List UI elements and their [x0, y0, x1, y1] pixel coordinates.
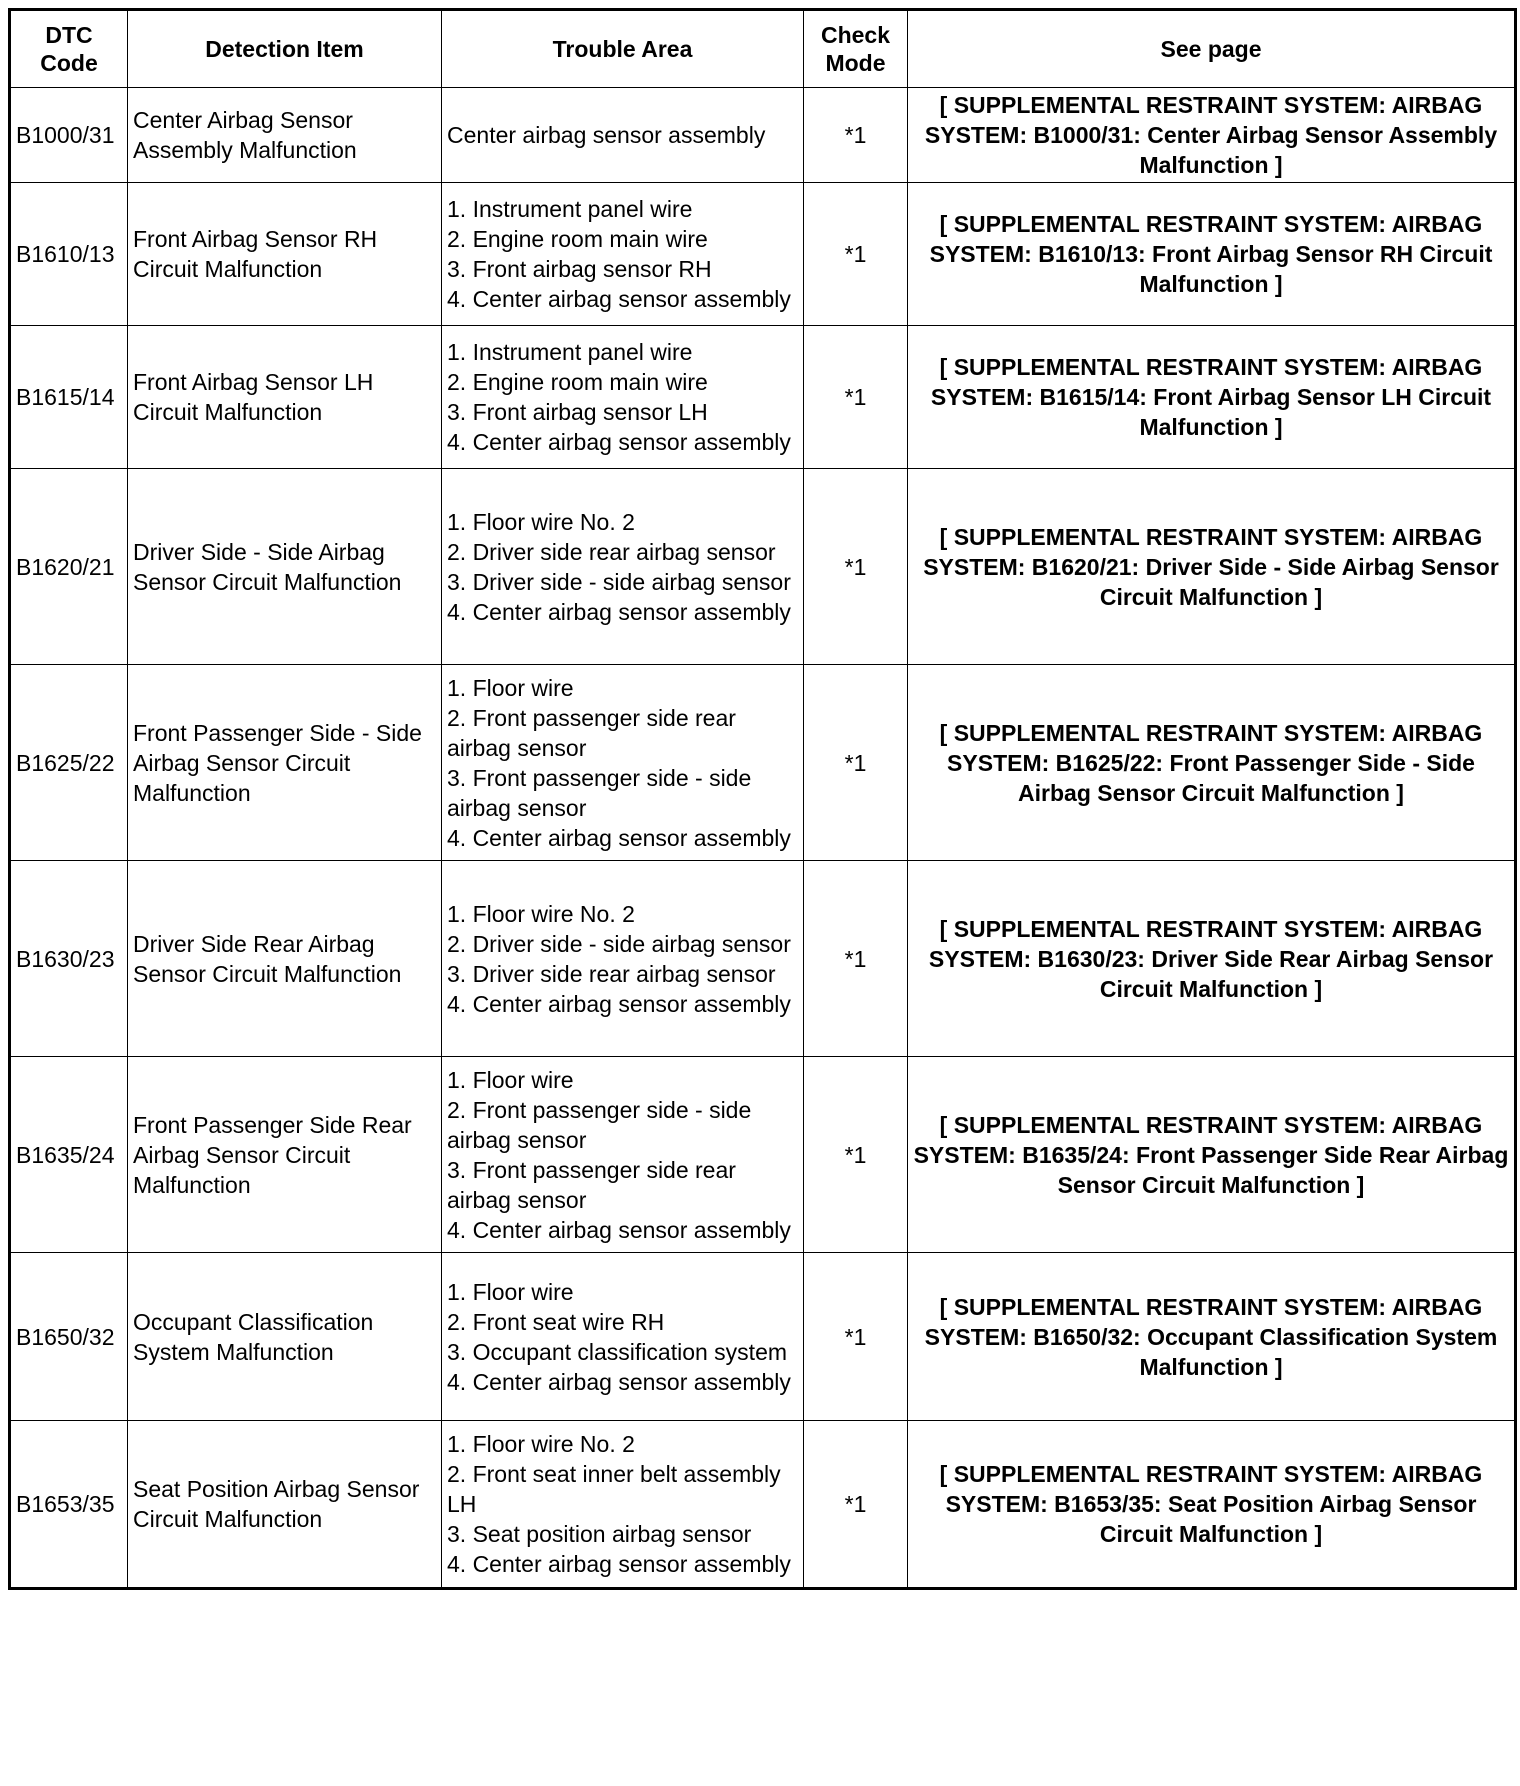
- see-page-link[interactable]: [ SUPPLEMENTAL RESTRAINT SYSTEM: AIRBAG SYSTEM: B1635/24: Front Passenger Side Rear Airbag Sensor Circuit Malfunction ]: [913, 1111, 1509, 1198]
- trouble-area-item: 3. Front passenger side - side airbag sensor: [447, 764, 752, 821]
- trouble-area-item: 4. Center airbag sensor assembly: [447, 1368, 791, 1395]
- table-body: [10, 88, 1516, 1589]
- see-page-link[interactable]: [ SUPPLEMENTAL RESTRAINT SYSTEM: AIRBAG SYSTEM: B1650/32: Occupant Classification System Malfunction ]: [924, 1293, 1498, 1380]
- see-page-cell: [908, 183, 1516, 326]
- see-page-link[interactable]: [ SUPPLEMENTAL RESTRAINT SYSTEM: AIRBAG SYSTEM: B1620/21: Driver Side - Side Airbag Sensor Circuit Malfunction ]: [923, 523, 1499, 610]
- table-row: [10, 183, 1516, 326]
- header-dtc-code: DTC Code: [10, 10, 128, 88]
- see-page-cell: [908, 665, 1516, 861]
- dtc-code-cell: B1630/23: [10, 861, 128, 1057]
- trouble-area-item: 1. Floor wire No. 2: [447, 1431, 635, 1457]
- table-row: [10, 1253, 1516, 1421]
- check-mode-cell: *1: [804, 88, 908, 183]
- trouble-area-item: 4. Center airbag sensor assembly: [447, 1216, 791, 1243]
- dtc-code-cell: B1615/14: [10, 326, 128, 469]
- check-mode-cell: *1: [804, 469, 908, 665]
- trouble-area-item: 4. Center airbag sensor assembly: [447, 429, 791, 455]
- trouble-area-item: 3. Driver side - side airbag sensor: [447, 568, 791, 595]
- trouble-area-item: 2. Front passenger side - side airbag sensor: [447, 1096, 752, 1153]
- trouble-area-item: 1. Instrument panel wire: [447, 196, 693, 222]
- trouble-area-item: 1. Floor wire No. 2: [447, 508, 635, 535]
- trouble-area-item: 3. Seat position airbag sensor: [447, 1521, 752, 1547]
- trouble-area-cell: [442, 665, 804, 861]
- see-page-link[interactable]: [ SUPPLEMENTAL RESTRAINT SYSTEM: AIRBAG SYSTEM: B1000/31: Center Airbag Sensor Assembly Malfunction ]: [924, 92, 1498, 178]
- trouble-area-item: 1. Floor wire: [447, 1066, 574, 1093]
- detection-item-cell: Seat Position Airbag Sensor Circuit Malfunction: [128, 1421, 442, 1589]
- detection-item-cell: Front Airbag Sensor LH Circuit Malfunction: [128, 326, 442, 469]
- trouble-area-cell: [442, 1421, 804, 1589]
- trouble-area-item: 4. Center airbag sensor assembly: [447, 286, 791, 312]
- check-mode-cell: *1: [804, 183, 908, 326]
- table-row: [10, 665, 1516, 861]
- trouble-area-item: 1. Floor wire No. 2: [447, 900, 635, 927]
- dtc-code-cell: B1625/22: [10, 665, 128, 861]
- dtc-code-cell: B1610/13: [10, 183, 128, 326]
- trouble-area-item: 3. Driver side rear airbag sensor: [447, 960, 776, 987]
- dtc-code-cell: B1653/35: [10, 1421, 128, 1589]
- check-mode-cell: *1: [804, 1253, 908, 1421]
- table-row: [10, 861, 1516, 1057]
- dtc-code-cell: B1000/31: [10, 88, 128, 183]
- trouble-area-cell: [442, 326, 804, 469]
- header-trouble-area: Trouble Area: [442, 10, 804, 88]
- trouble-area-item: 3. Front passenger side rear airbag sensor: [447, 1156, 736, 1213]
- trouble-area-item: 1. Floor wire: [447, 1278, 574, 1305]
- table-row: [10, 326, 1516, 469]
- trouble-area-item: Center airbag sensor assembly: [447, 122, 766, 148]
- header-detection-item: Detection Item: [128, 10, 442, 88]
- detection-item-cell: Front Airbag Sensor RH Circuit Malfunction: [128, 183, 442, 326]
- trouble-area-item: 4. Center airbag sensor assembly: [447, 1551, 791, 1577]
- dtc-code-cell: B1650/32: [10, 1253, 128, 1421]
- check-mode-cell: *1: [804, 1057, 908, 1253]
- table-row: [10, 1421, 1516, 1589]
- see-page-cell: [908, 1057, 1516, 1253]
- trouble-area-cell: [442, 1057, 804, 1253]
- trouble-area-item: 4. Center airbag sensor assembly: [447, 598, 791, 625]
- trouble-area-item: 3. Front airbag sensor LH: [447, 399, 708, 425]
- trouble-area-item: 4. Center airbag sensor assembly: [447, 824, 791, 851]
- trouble-area-cell: [442, 183, 804, 326]
- trouble-area-item: 2. Front passenger side rear airbag sensor: [447, 704, 736, 761]
- detection-item-cell: Driver Side - Side Airbag Sensor Circuit Malfunction: [128, 469, 442, 665]
- trouble-area-item: 1. Instrument panel wire: [447, 339, 693, 365]
- trouble-area-item: 3. Occupant classification system: [447, 1338, 788, 1365]
- trouble-area-item: 2. Driver side rear airbag sensor: [447, 538, 776, 565]
- see-page-link[interactable]: [ SUPPLEMENTAL RESTRAINT SYSTEM: AIRBAG SYSTEM: B1615/14: Front Airbag Sensor LH Circuit Malfunction ]: [930, 354, 1492, 440]
- header-see-page: See page: [908, 10, 1516, 88]
- trouble-area-cell: [442, 88, 804, 183]
- check-mode-cell: *1: [804, 665, 908, 861]
- see-page-cell: [908, 1253, 1516, 1421]
- trouble-area-item: 2. Driver side - side airbag sensor: [447, 930, 791, 957]
- trouble-area-cell: [442, 1253, 804, 1421]
- check-mode-cell: *1: [804, 1421, 908, 1589]
- check-mode-cell: *1: [804, 861, 908, 1057]
- see-page-link[interactable]: [ SUPPLEMENTAL RESTRAINT SYSTEM: AIRBAG SYSTEM: B1630/23: Driver Side Rear Airbag Sensor Circuit Malfunction ]: [928, 915, 1494, 1002]
- dtc-code-cell: B1635/24: [10, 1057, 128, 1253]
- trouble-area-cell: [442, 861, 804, 1057]
- trouble-area-item: 2. Engine room main wire: [447, 369, 708, 395]
- check-mode-cell: *1: [804, 326, 908, 469]
- see-page-cell: [908, 469, 1516, 665]
- detection-item-cell: Occupant Classification System Malfunction: [128, 1253, 442, 1421]
- see-page-link[interactable]: [ SUPPLEMENTAL RESTRAINT SYSTEM: AIRBAG SYSTEM: B1625/22: Front Passenger Side - Side Airbag Sensor Circuit Malfunction ]: [939, 719, 1483, 806]
- header-check-mode: Check Mode: [804, 10, 908, 88]
- see-page-cell: [908, 1421, 1516, 1589]
- dtc-code-cell: B1620/21: [10, 469, 128, 665]
- detection-item-cell: Driver Side Rear Airbag Sensor Circuit Malfunction: [128, 861, 442, 1057]
- see-page-cell: [908, 861, 1516, 1057]
- see-page-link[interactable]: [ SUPPLEMENTAL RESTRAINT SYSTEM: AIRBAG SYSTEM: B1653/35: Seat Position Airbag Sensor Circuit Malfunction ]: [939, 1461, 1483, 1547]
- detection-item-cell: Front Passenger Side Rear Airbag Sensor Circuit Malfunction: [128, 1057, 442, 1253]
- see-page-cell: [908, 88, 1516, 183]
- trouble-area-cell: [442, 469, 804, 665]
- detection-item-cell: Center Airbag Sensor Assembly Malfunction: [128, 88, 442, 183]
- trouble-area-item: 2. Front seat inner belt assembly LH: [447, 1461, 781, 1517]
- table-row: [10, 88, 1516, 183]
- dtc-table: [8, 8, 1517, 1590]
- see-page-link[interactable]: [ SUPPLEMENTAL RESTRAINT SYSTEM: AIRBAG SYSTEM: B1610/13: Front Airbag Sensor RH Circuit Malfunction ]: [929, 211, 1493, 297]
- trouble-area-item: 3. Front airbag sensor RH: [447, 256, 712, 282]
- trouble-area-item: 1. Floor wire: [447, 674, 574, 701]
- table-row: [10, 1057, 1516, 1253]
- trouble-area-item: 2. Front seat wire RH: [447, 1308, 665, 1335]
- table-row: [10, 469, 1516, 665]
- see-page-cell: [908, 326, 1516, 469]
- trouble-area-item: 2. Engine room main wire: [447, 226, 708, 252]
- table-header-row: [10, 10, 1516, 88]
- trouble-area-item: 4. Center airbag sensor assembly: [447, 990, 791, 1017]
- detection-item-cell: Front Passenger Side - Side Airbag Sensor Circuit Malfunction: [128, 665, 442, 861]
